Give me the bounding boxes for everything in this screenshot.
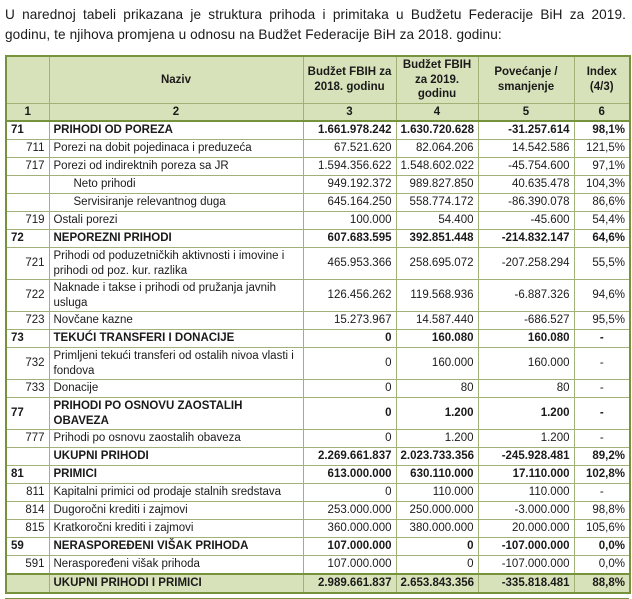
row-change: 160.000: [478, 348, 574, 380]
row-2018: 1.594.356.622: [303, 158, 396, 176]
row-2019: 80: [396, 380, 478, 398]
row-code: 721: [6, 248, 49, 280]
table-row: [6, 280, 630, 312]
row-change: 1.200: [478, 398, 574, 430]
col-number-4: 4: [396, 103, 478, 121]
row-change: 40.635.478: [478, 176, 574, 194]
row-code: 59: [6, 538, 49, 556]
header-code: [6, 56, 49, 103]
col-number-1: 1: [6, 103, 49, 121]
row-code: 722: [6, 280, 49, 312]
row-name: Servisiranje relevantnog duga: [49, 194, 303, 212]
table-row: [6, 348, 630, 380]
row-2019: 0: [396, 538, 478, 556]
row-name: Kapitalni primici od prodaje stalnih sredstava: [49, 484, 303, 502]
row-index: 55,5%: [574, 248, 630, 280]
row-index: 97,1%: [574, 158, 630, 176]
row-code: 711: [6, 140, 49, 158]
table-row: [6, 380, 630, 398]
table-row: [6, 140, 630, 158]
table-row: [6, 330, 630, 348]
row-name: Dugoročni krediti i zajmovi: [49, 502, 303, 520]
row-name: Naknade i takse i prihodi od pružanja javnih usluga: [49, 280, 303, 312]
table-row: [6, 230, 630, 248]
table-row: [6, 248, 630, 280]
row-change: 17.110.000: [478, 466, 574, 484]
table-row: [6, 502, 630, 520]
row-code: 717: [6, 158, 49, 176]
row-2018: 607.683.595: [303, 230, 396, 248]
table-row: [6, 176, 630, 194]
row-name: Porezi od indirektnih poreza sa JR: [49, 158, 303, 176]
col-number-3: 3: [303, 103, 396, 121]
table-row: [6, 158, 630, 176]
row-2018: 0: [303, 430, 396, 448]
row-index: 86,6%: [574, 194, 630, 212]
row-index: -: [574, 398, 630, 430]
row-2019: 989.827.850: [396, 176, 478, 194]
row-2018: 15.273.967: [303, 312, 396, 330]
row-code: 723: [6, 312, 49, 330]
col-number-5: 5: [478, 103, 574, 121]
row-index: -: [574, 380, 630, 398]
header-change: Povećanje / smanjenje: [478, 56, 574, 103]
table-row: [6, 520, 630, 538]
row-index: -: [574, 348, 630, 380]
table-row: [6, 121, 630, 140]
row-index: -: [574, 330, 630, 348]
row-2019: 2.653.843.356: [396, 574, 478, 593]
row-name: UKUPNI PRIHODI I PRIMICI: [49, 574, 303, 593]
col-number-2: 2: [49, 103, 303, 121]
row-2019: 1.200: [396, 430, 478, 448]
row-change: -107.000.000: [478, 556, 574, 575]
budget-table: [5, 55, 631, 594]
row-2018: 2.269.661.837: [303, 448, 396, 466]
row-index: 88,8%: [574, 574, 630, 593]
row-index: 0,0%: [574, 538, 630, 556]
row-2018: 465.953.366: [303, 248, 396, 280]
row-change: 14.542.586: [478, 140, 574, 158]
row-change: -107.000.000: [478, 538, 574, 556]
row-2018: 107.000.000: [303, 538, 396, 556]
table-row: [6, 312, 630, 330]
row-2019: 558.774.172: [396, 194, 478, 212]
row-2018: 253.000.000: [303, 502, 396, 520]
row-index: 89,2%: [574, 448, 630, 466]
row-2019: 82.064.206: [396, 140, 478, 158]
row-code: 81: [6, 466, 49, 484]
row-change: -245.928.481: [478, 448, 574, 466]
row-2019: 250.000.000: [396, 502, 478, 520]
row-name: PRIHODI OD POREZA: [49, 121, 303, 140]
row-index: 0,0%: [574, 556, 630, 575]
row-2019: 0: [396, 556, 478, 575]
row-index: 105,6%: [574, 520, 630, 538]
row-name: PRIMICI: [49, 466, 303, 484]
row-code: [6, 176, 49, 194]
row-2018: 1.661.978.242: [303, 121, 396, 140]
row-2019: 1.200: [396, 398, 478, 430]
row-code: 71: [6, 121, 49, 140]
row-name: Novčane kazne: [49, 312, 303, 330]
row-code: 811: [6, 484, 49, 502]
table-row: [6, 556, 630, 575]
row-name: Neraspoređeni višak prihoda: [49, 556, 303, 575]
header-naziv: Naziv: [49, 56, 303, 103]
row-code: 591: [6, 556, 49, 575]
row-2018: 100.000: [303, 212, 396, 230]
row-2018: 126.456.262: [303, 280, 396, 312]
row-2019: 110.000: [396, 484, 478, 502]
row-change: 20.000.000: [478, 520, 574, 538]
row-2018: 2.989.661.837: [303, 574, 396, 593]
row-2018: 613.000.000: [303, 466, 396, 484]
row-2018: 949.192.372: [303, 176, 396, 194]
table-row: [6, 466, 630, 484]
table-row: [6, 212, 630, 230]
row-name: UKUPNI PRIHODI: [49, 448, 303, 466]
row-2019: 258.695.072: [396, 248, 478, 280]
row-change: 110.000: [478, 484, 574, 502]
row-code: 732: [6, 348, 49, 380]
row-2018: 645.164.250: [303, 194, 396, 212]
table-row: [6, 538, 630, 556]
row-index: 121,5%: [574, 140, 630, 158]
row-name: Donacije: [49, 380, 303, 398]
table-row: [6, 430, 630, 448]
row-code: 733: [6, 380, 49, 398]
row-name: TEKUĆI TRANSFERI I DONACIJE: [49, 330, 303, 348]
row-name: NERASPOREĐENI VIŠAK PRIHODA: [49, 538, 303, 556]
row-index: 94,6%: [574, 280, 630, 312]
row-2018: 0: [303, 398, 396, 430]
row-2019: 119.568.936: [396, 280, 478, 312]
row-name: Neto prihodi: [49, 176, 303, 194]
row-2018: 67.521.620: [303, 140, 396, 158]
row-change: -6.887.326: [478, 280, 574, 312]
row-code: 777: [6, 430, 49, 448]
header-index: Index (4/3): [574, 56, 630, 103]
row-code: [6, 574, 49, 593]
row-change: -45.600: [478, 212, 574, 230]
row-2018: 0: [303, 348, 396, 380]
row-index: 64,6%: [574, 230, 630, 248]
table-row: [6, 448, 630, 466]
row-2019: 2.023.733.356: [396, 448, 478, 466]
row-2019: 1.548.602.022: [396, 158, 478, 176]
header-row: [6, 56, 630, 103]
row-name: Primljeni tekući transferi od ostalih nivoa vlasti i fondova: [49, 348, 303, 380]
row-2019: 630.110.000: [396, 466, 478, 484]
row-change: -335.818.481: [478, 574, 574, 593]
row-index: 95,5%: [574, 312, 630, 330]
row-name: Kratkoročni krediti i zajmovi: [49, 520, 303, 538]
row-2018: 0: [303, 484, 396, 502]
row-code: 814: [6, 502, 49, 520]
row-2019: 54.400: [396, 212, 478, 230]
row-code: 77: [6, 398, 49, 430]
row-name: Porezi na dobit pojedinaca i preduzeća: [49, 140, 303, 158]
row-code: [6, 448, 49, 466]
row-code: 72: [6, 230, 49, 248]
row-code: 73: [6, 330, 49, 348]
row-2018: 107.000.000: [303, 556, 396, 575]
table-row: [6, 194, 630, 212]
row-code: [6, 194, 49, 212]
row-change: -86.390.078: [478, 194, 574, 212]
row-2019: 14.587.440: [396, 312, 478, 330]
row-index: 98,8%: [574, 502, 630, 520]
table-body: [6, 121, 630, 593]
row-index: -: [574, 430, 630, 448]
row-2019: 1.630.720.628: [396, 121, 478, 140]
row-change: -214.832.147: [478, 230, 574, 248]
row-change: -207.258.294: [478, 248, 574, 280]
row-change: -3.000.000: [478, 502, 574, 520]
row-change: 160.080: [478, 330, 574, 348]
row-name: PRIHODI PO OSNOVU ZAOSTALIH OBAVEZA: [49, 398, 303, 430]
table-row: [6, 484, 630, 502]
table-row: [6, 398, 630, 430]
row-name: NEPOREZNI PRIHODI: [49, 230, 303, 248]
row-2018: 0: [303, 330, 396, 348]
row-change: 1.200: [478, 430, 574, 448]
row-2019: 380.000.000: [396, 520, 478, 538]
row-2019: 392.851.448: [396, 230, 478, 248]
row-change: -31.257.614: [478, 121, 574, 140]
row-index: -: [574, 484, 630, 502]
numbering-row: [6, 103, 630, 121]
intro-paragraph: U narednoj tabeli prikazana je struktura prihoda i primitaka u Budžetu Federacije BiH za 2019. godinu, te njihova promjena u odnosu na Budžet Federacije BiH za 2018. godinu:: [5, 7, 626, 42]
row-index: 54,4%: [574, 212, 630, 230]
row-name: Ostali porezi: [49, 212, 303, 230]
row-name: Prihodi po osnovu zaostalih obaveza: [49, 430, 303, 448]
header-budget-2019: Budžet FBIH za 2019. godinu: [396, 56, 478, 103]
row-code: 719: [6, 212, 49, 230]
row-change: -45.754.600: [478, 158, 574, 176]
row-2019: 160.080: [396, 330, 478, 348]
row-2018: 360.000.000: [303, 520, 396, 538]
row-index: 98,1%: [574, 121, 630, 140]
col-number-6: 6: [574, 103, 630, 121]
row-code: 815: [6, 520, 49, 538]
header-budget-2018: Budžet FBIH za 2018. godinu: [303, 56, 396, 103]
row-change: 80: [478, 380, 574, 398]
row-2018: 0: [303, 380, 396, 398]
row-2019: 160.000: [396, 348, 478, 380]
row-change: -686.527: [478, 312, 574, 330]
row-name: Prihodi od poduzetničkih aktivnosti i imovine i prihodi od poz. kur. razlika: [49, 248, 303, 280]
row-index: 104,3%: [574, 176, 630, 194]
table-row: [6, 574, 630, 593]
row-index: 102,8%: [574, 466, 630, 484]
